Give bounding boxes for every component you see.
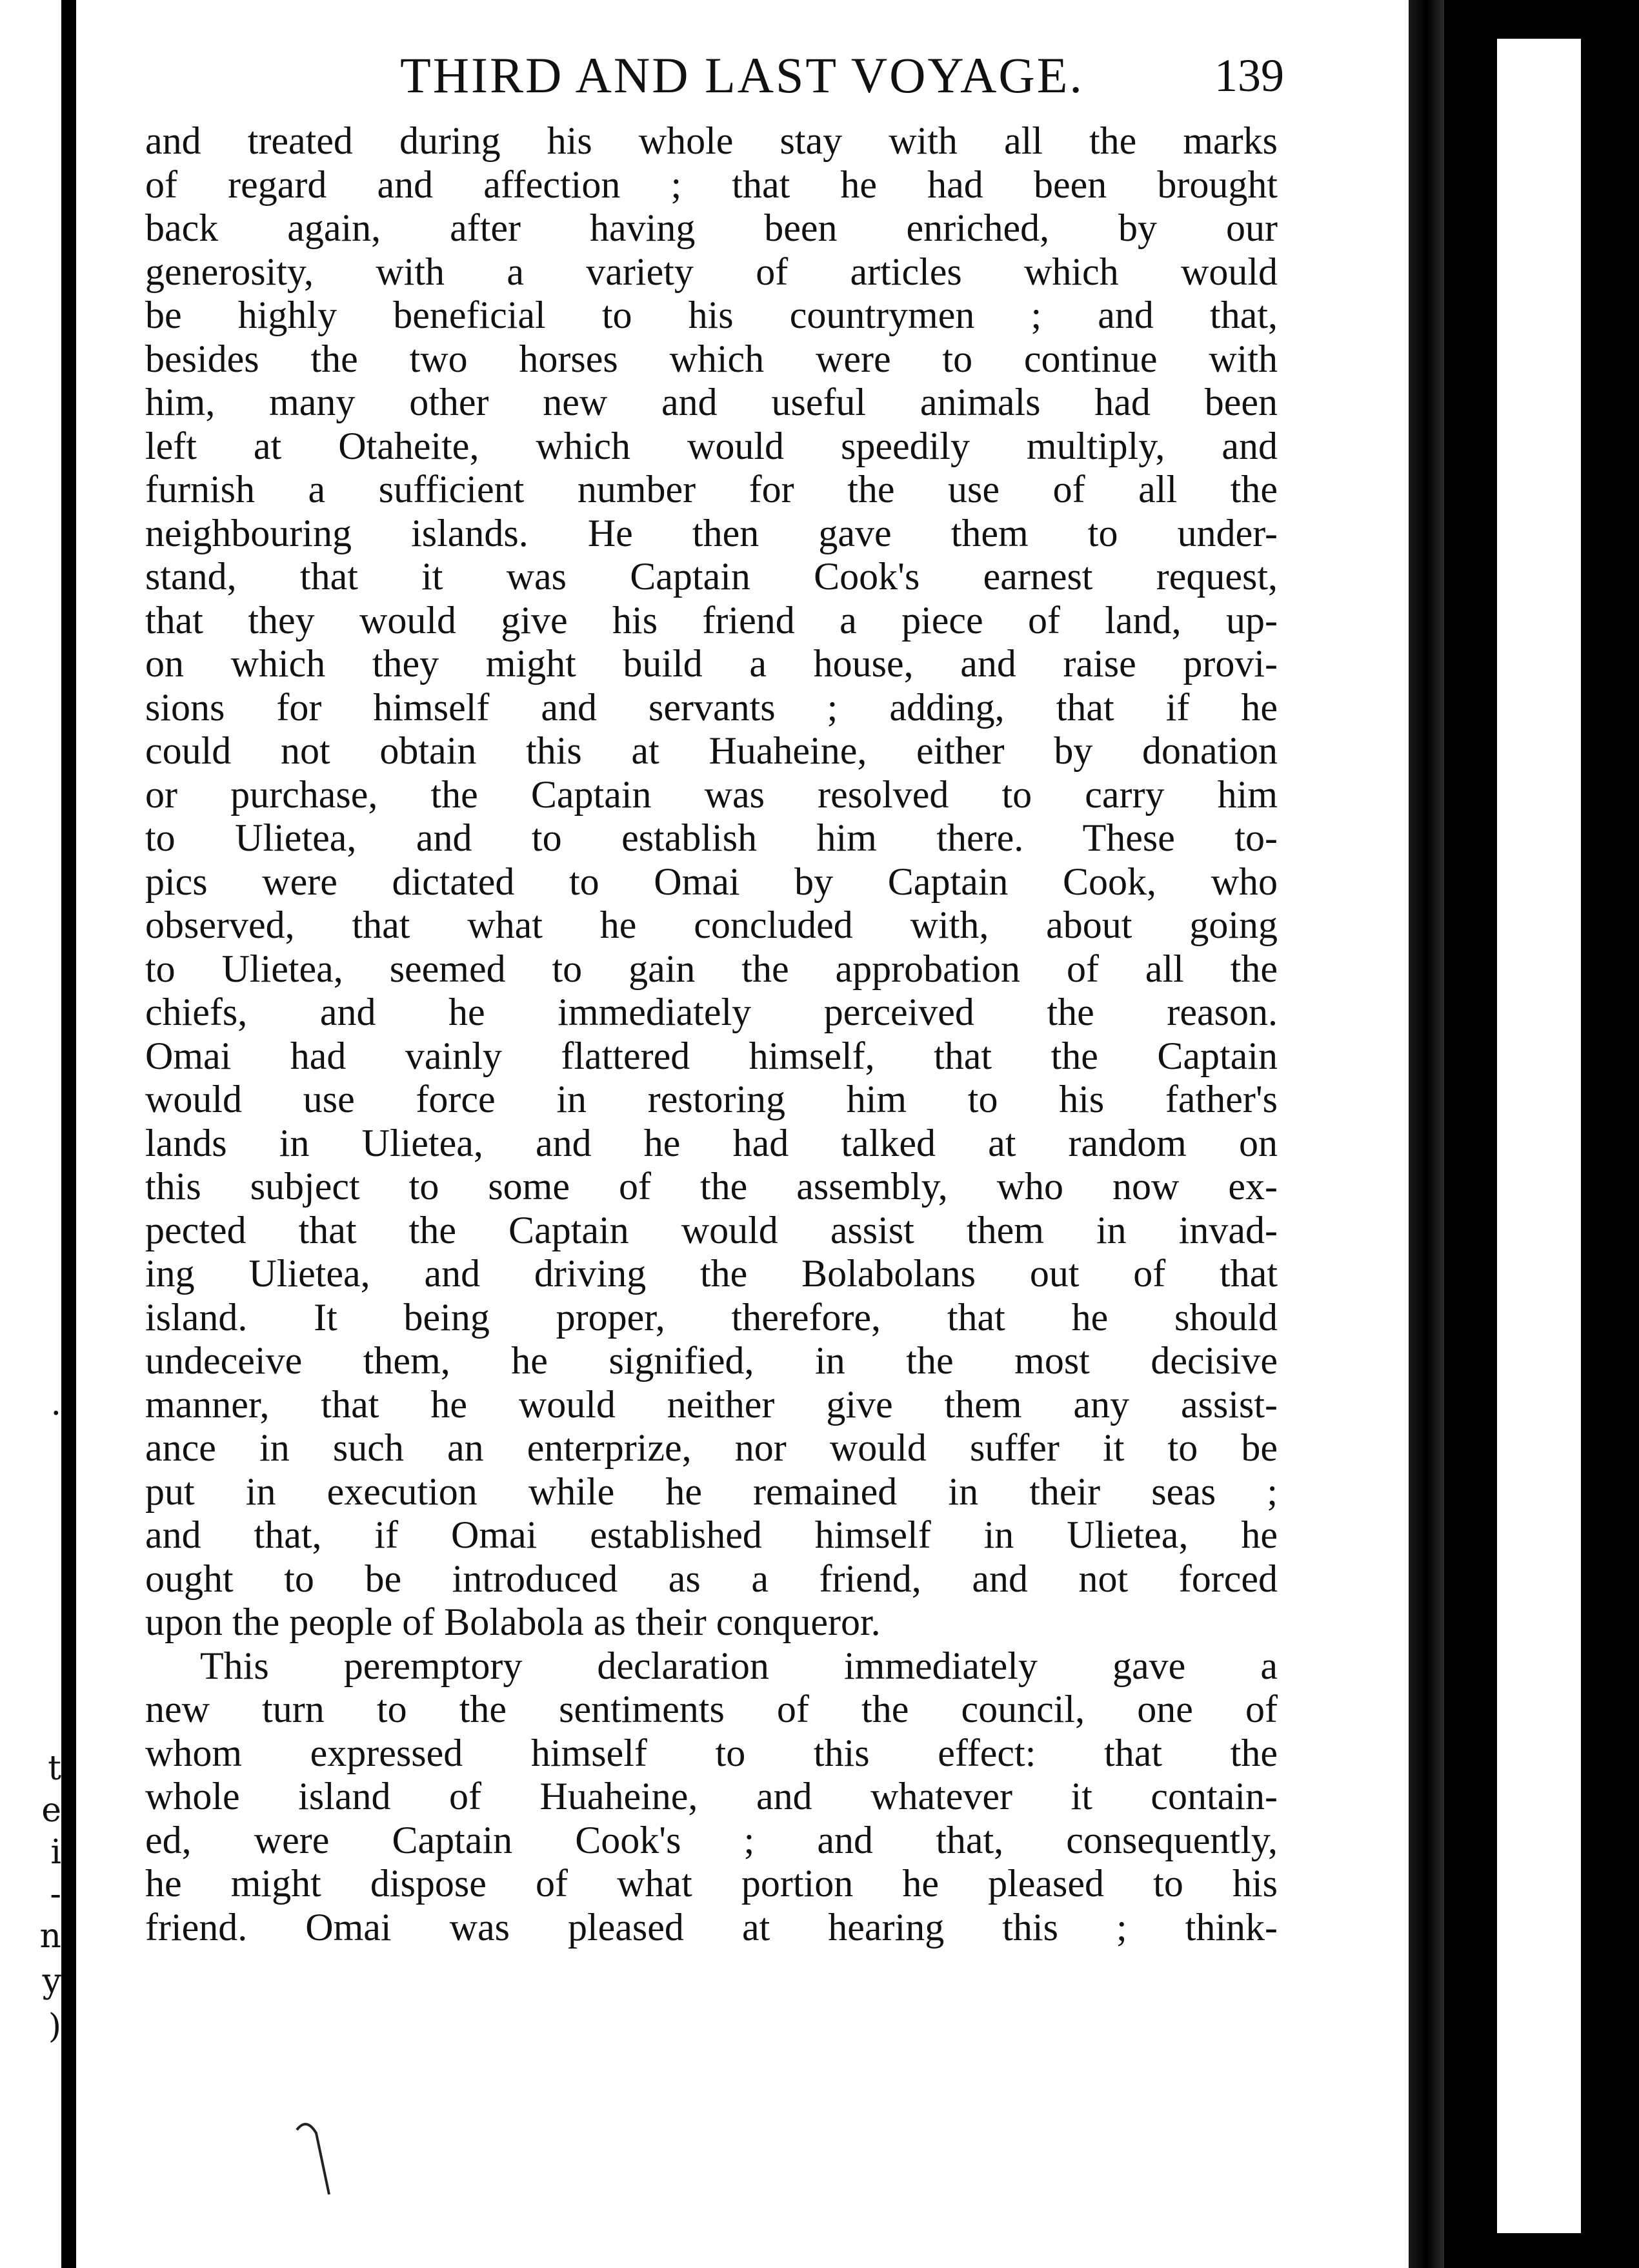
text-line: ought to be introduced as a friend, and not forced: [145, 1557, 1278, 1600]
text-line: upon the people of Bolabola as their conqueror.: [145, 1601, 881, 1643]
text-line: that they would give his friend a piece of land, up-: [145, 598, 1278, 642]
text-line: put in execution while he remained in their seas ;: [145, 1470, 1278, 1513]
text-line: manner, that he would neither give them any assist-: [145, 1382, 1278, 1426]
text-line: ing Ulietea, and driving the Bolabolans out of that: [145, 1252, 1278, 1295]
text-line: observed, that what he concluded with, about going: [145, 904, 1278, 946]
page-number: 139: [1214, 50, 1284, 101]
left-page-fragment: i: [50, 1833, 61, 1872]
text-line: island. It being proper, therefore, that he should: [145, 1295, 1278, 1339]
text-line: whole island of Huaheine, and whatever it contain-: [145, 1775, 1278, 1817]
left-page-fragment: .: [50, 1384, 61, 1423]
book-cover-edge: [1497, 39, 1581, 2233]
left-page-fragment: y: [42, 1962, 61, 2001]
ink-mark-icon: [290, 2111, 348, 2201]
text-line: back again, after having been enriched, by our: [145, 207, 1278, 249]
text-line: him, many other new and useful animals had been: [145, 381, 1278, 423]
text-line: and that, if Omai established himself in Ulietea, he: [145, 1514, 1278, 1556]
text-line: of regard and affection ; that he had been brought: [145, 163, 1278, 206]
text-line: friend. Omai was pleased at hearing this ; think-: [145, 1905, 1278, 1949]
text-line: this subject to some of the assembly, who now ex-: [145, 1165, 1278, 1208]
text-line: left at Otaheite, which would speedily multiply, and: [145, 424, 1278, 467]
text-line: generosity, with a variety of articles which would: [145, 250, 1278, 293]
running-head: THIRD AND LAST VOYAGE.: [400, 47, 1084, 103]
text-line: Omai had vainly flattered himself, that the Captain: [145, 1034, 1278, 1077]
text-line: chiefs, and he immediately perceived the reason.: [145, 991, 1278, 1033]
text-line: new turn to the sentiments of the council, one of: [145, 1688, 1278, 1730]
left-page-fragment: t: [48, 1749, 61, 1788]
text-line: be highly beneficial to his countrymen ; and that,: [145, 294, 1278, 336]
text-line: sions for himself and servants ; adding, that if he: [145, 685, 1278, 729]
paragraph: [145, 119, 1278, 1645]
text-line: could not obtain this at Huaheine, either by donation: [145, 729, 1278, 772]
text-line: or purchase, the Captain was resolved to carry him: [145, 773, 1278, 816]
page-binding-shadow: [1409, 0, 1444, 2268]
text-line: to Ulietea, seemed to gain the approbation of all the: [145, 947, 1278, 990]
left-page-edge: [0, 0, 61, 2268]
left-page-fragment: ): [48, 2007, 61, 2046]
text-line: to Ulietea, and to establish him there. These to-: [145, 816, 1278, 859]
body-text: [145, 119, 1278, 1949]
left-page-fragment: -: [50, 1875, 61, 1914]
text-line: whom expressed himself to this effect: that the: [145, 1731, 1278, 1774]
text-line: would use force in restoring him to his father's: [145, 1078, 1278, 1120]
text-line: lands in Ulietea, and he had talked at random on: [145, 1121, 1278, 1164]
text-line: pics were dictated to Omai by Captain Cook, who: [145, 860, 1278, 903]
text-line: neighbouring islands. He then gave them to under-: [145, 511, 1278, 554]
text-line: and treated during his whole stay with all the marks: [145, 119, 1278, 162]
text-line: undeceive them, he signified, in the most decisive: [145, 1339, 1278, 1382]
text-line: stand, that it was Captain Cook's earnest request,: [145, 555, 1278, 598]
left-page-fragment: e: [41, 1791, 61, 1830]
text-line: on which they might build a house, and raise provi-: [145, 642, 1278, 685]
text-line: This peremptory declaration immediately gave a: [200, 1644, 1278, 1687]
text-line: he might dispose of what portion he pleased to his: [145, 1862, 1278, 1905]
text-line: ed, were Captain Cook's ; and that, consequently,: [145, 1818, 1278, 1861]
text-line: pected that the Captain would assist them in invad-: [145, 1208, 1278, 1251]
paragraph: [145, 1645, 1278, 1950]
text-line: furnish a sufficient number for the use of all the: [145, 468, 1278, 511]
text-line: ance in such an enterprize, nor would suffer it to be: [145, 1426, 1278, 1469]
left-page-fragment: n: [39, 1917, 61, 1956]
text-line: besides the two horses which were to continue with: [145, 337, 1278, 380]
